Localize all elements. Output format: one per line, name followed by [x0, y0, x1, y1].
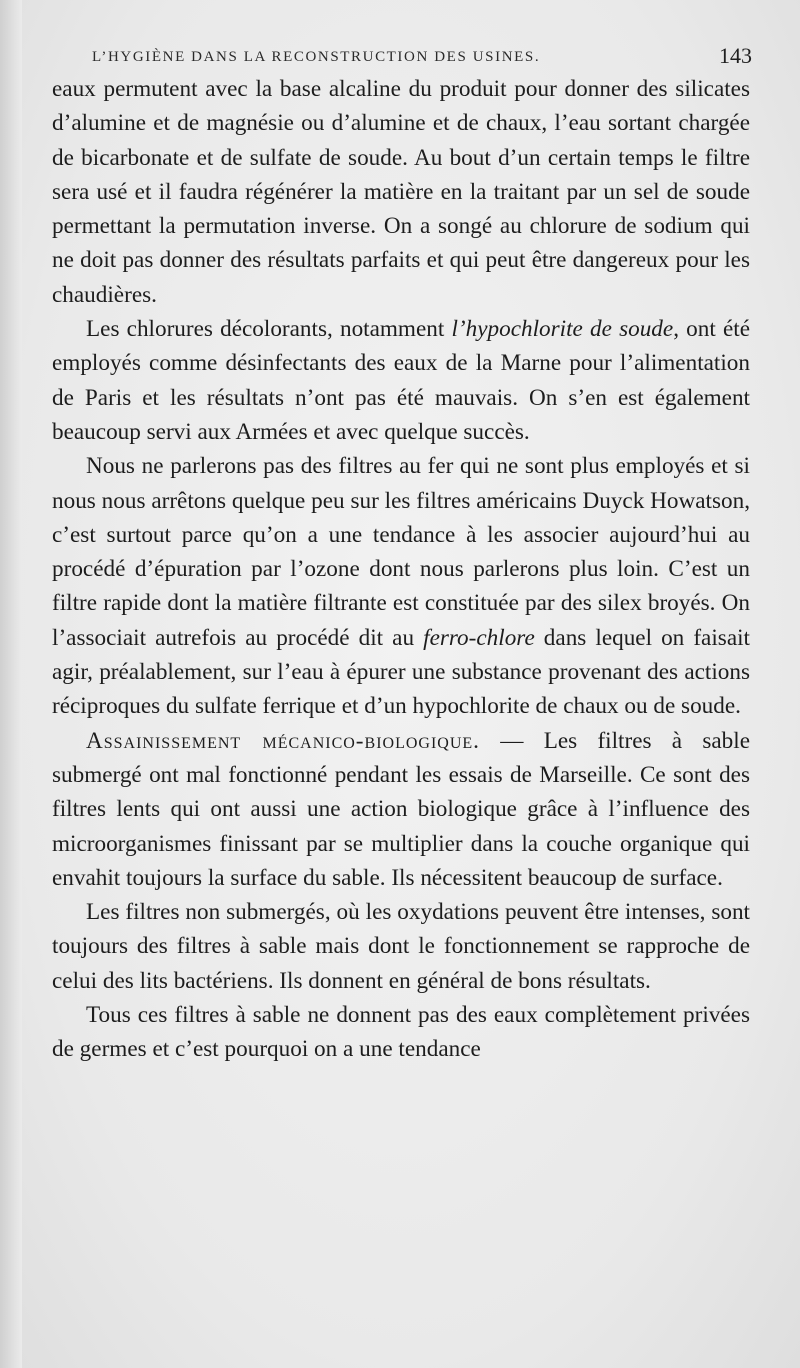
- paragraph-1-text: eaux permutent avec la base alcaline du produit pour donner des silicates d’alumine et de magnésie ou d’alumine et de chaux, l’eau sortant chargée de bicarbonate et de sulfate de soude. Au bout d’un certain temps le filtre sera usé et il faudra régénérer la matière en la traitant par un sel de soude permettant la permutation inverse. On a songé au chlorure de sodium qui ne doit pas donner des résultats parfaits et qui peut être dangereux pour les chaudières.: [52, 76, 750, 308]
- paragraph-6: [52, 998, 750, 1067]
- paragraph-2: [52, 312, 750, 449]
- running-head: L’HYGIÈNE DANS LA RECONSTRUCTION DES USINES.: [92, 49, 541, 65]
- page-number: 143: [719, 43, 752, 68]
- paragraph-4-text: — Les filtres à sable submergé ont mal fonctionné pendant les essais de Marseille. Ce sont des filtres lents qui ont aussi une action biologique grâce à l’influence des microorganismes finissant par se multiplier dans la couche organique qui envahit toujours la surface du sable. Ils nécessitent beaucoup de surface.: [52, 727, 750, 891]
- paragraph-5-text: Les filtres non submergés, où les oxydations peuvent être intenses, sont toujours des filtres à sable mais dont le fonctionnement se rapproche de celui des lits bactériens. Ils donnent en général de bons résultats.: [52, 899, 750, 994]
- paragraph-3-text-end: dans lequel on faisait agir, préalablement, sur l’eau à épurer une substance provenant des actions réciproques du sulfate ferrique et d’un hypochlorite de chaux ou de soude.: [52, 624, 750, 720]
- paragraph-4: [52, 724, 750, 895]
- page-gutter-shadow: [0, 0, 22, 1368]
- paragraph-1: [52, 72, 750, 312]
- page-header: [92, 43, 752, 73]
- paragraph-5: [52, 895, 750, 998]
- paragraph-3: [52, 449, 750, 723]
- paragraph-6-text: Tous ces filtres à sable ne donnent pas des eaux complètement privées de germes et c’est pourquoi on a une tendance: [52, 1002, 750, 1063]
- paragraph-2-text-end: , ont été employés comme désinfectants des eaux de la Marne pour l’alimentation de Paris et les résultats n’ont pas été mauvais. On s’en est également beaucoup servi aux Armées et avec quelque succès.: [52, 316, 750, 445]
- section-heading: Assainissement mécanico-biologique.: [86, 727, 480, 754]
- paragraph-3-text-start: Nous ne parlerons pas des filtres au fer qui ne sont plus employés et si nous nous arrêtons quelque peu sur les filtres américains Duyck Howatson, c’est surtout parce qu’on a une tendance à les associer aujourd’hui au procédé d’épuration par l’ozone dont nous parlerons plus loin. C’est un filtre rapide dont la matière filtrante est constituée par des silex broyés. On l’associait autrefois au procédé dit au: [52, 453, 750, 651]
- paragraph-2-text-start: Les chlorures décolorants, notamment: [86, 316, 452, 343]
- paragraph-2-italic-term: l’hypochlorite de soude: [451, 316, 674, 343]
- paragraph-3-italic-term: ferro-chlore: [423, 624, 535, 651]
- body-text: [52, 72, 750, 1067]
